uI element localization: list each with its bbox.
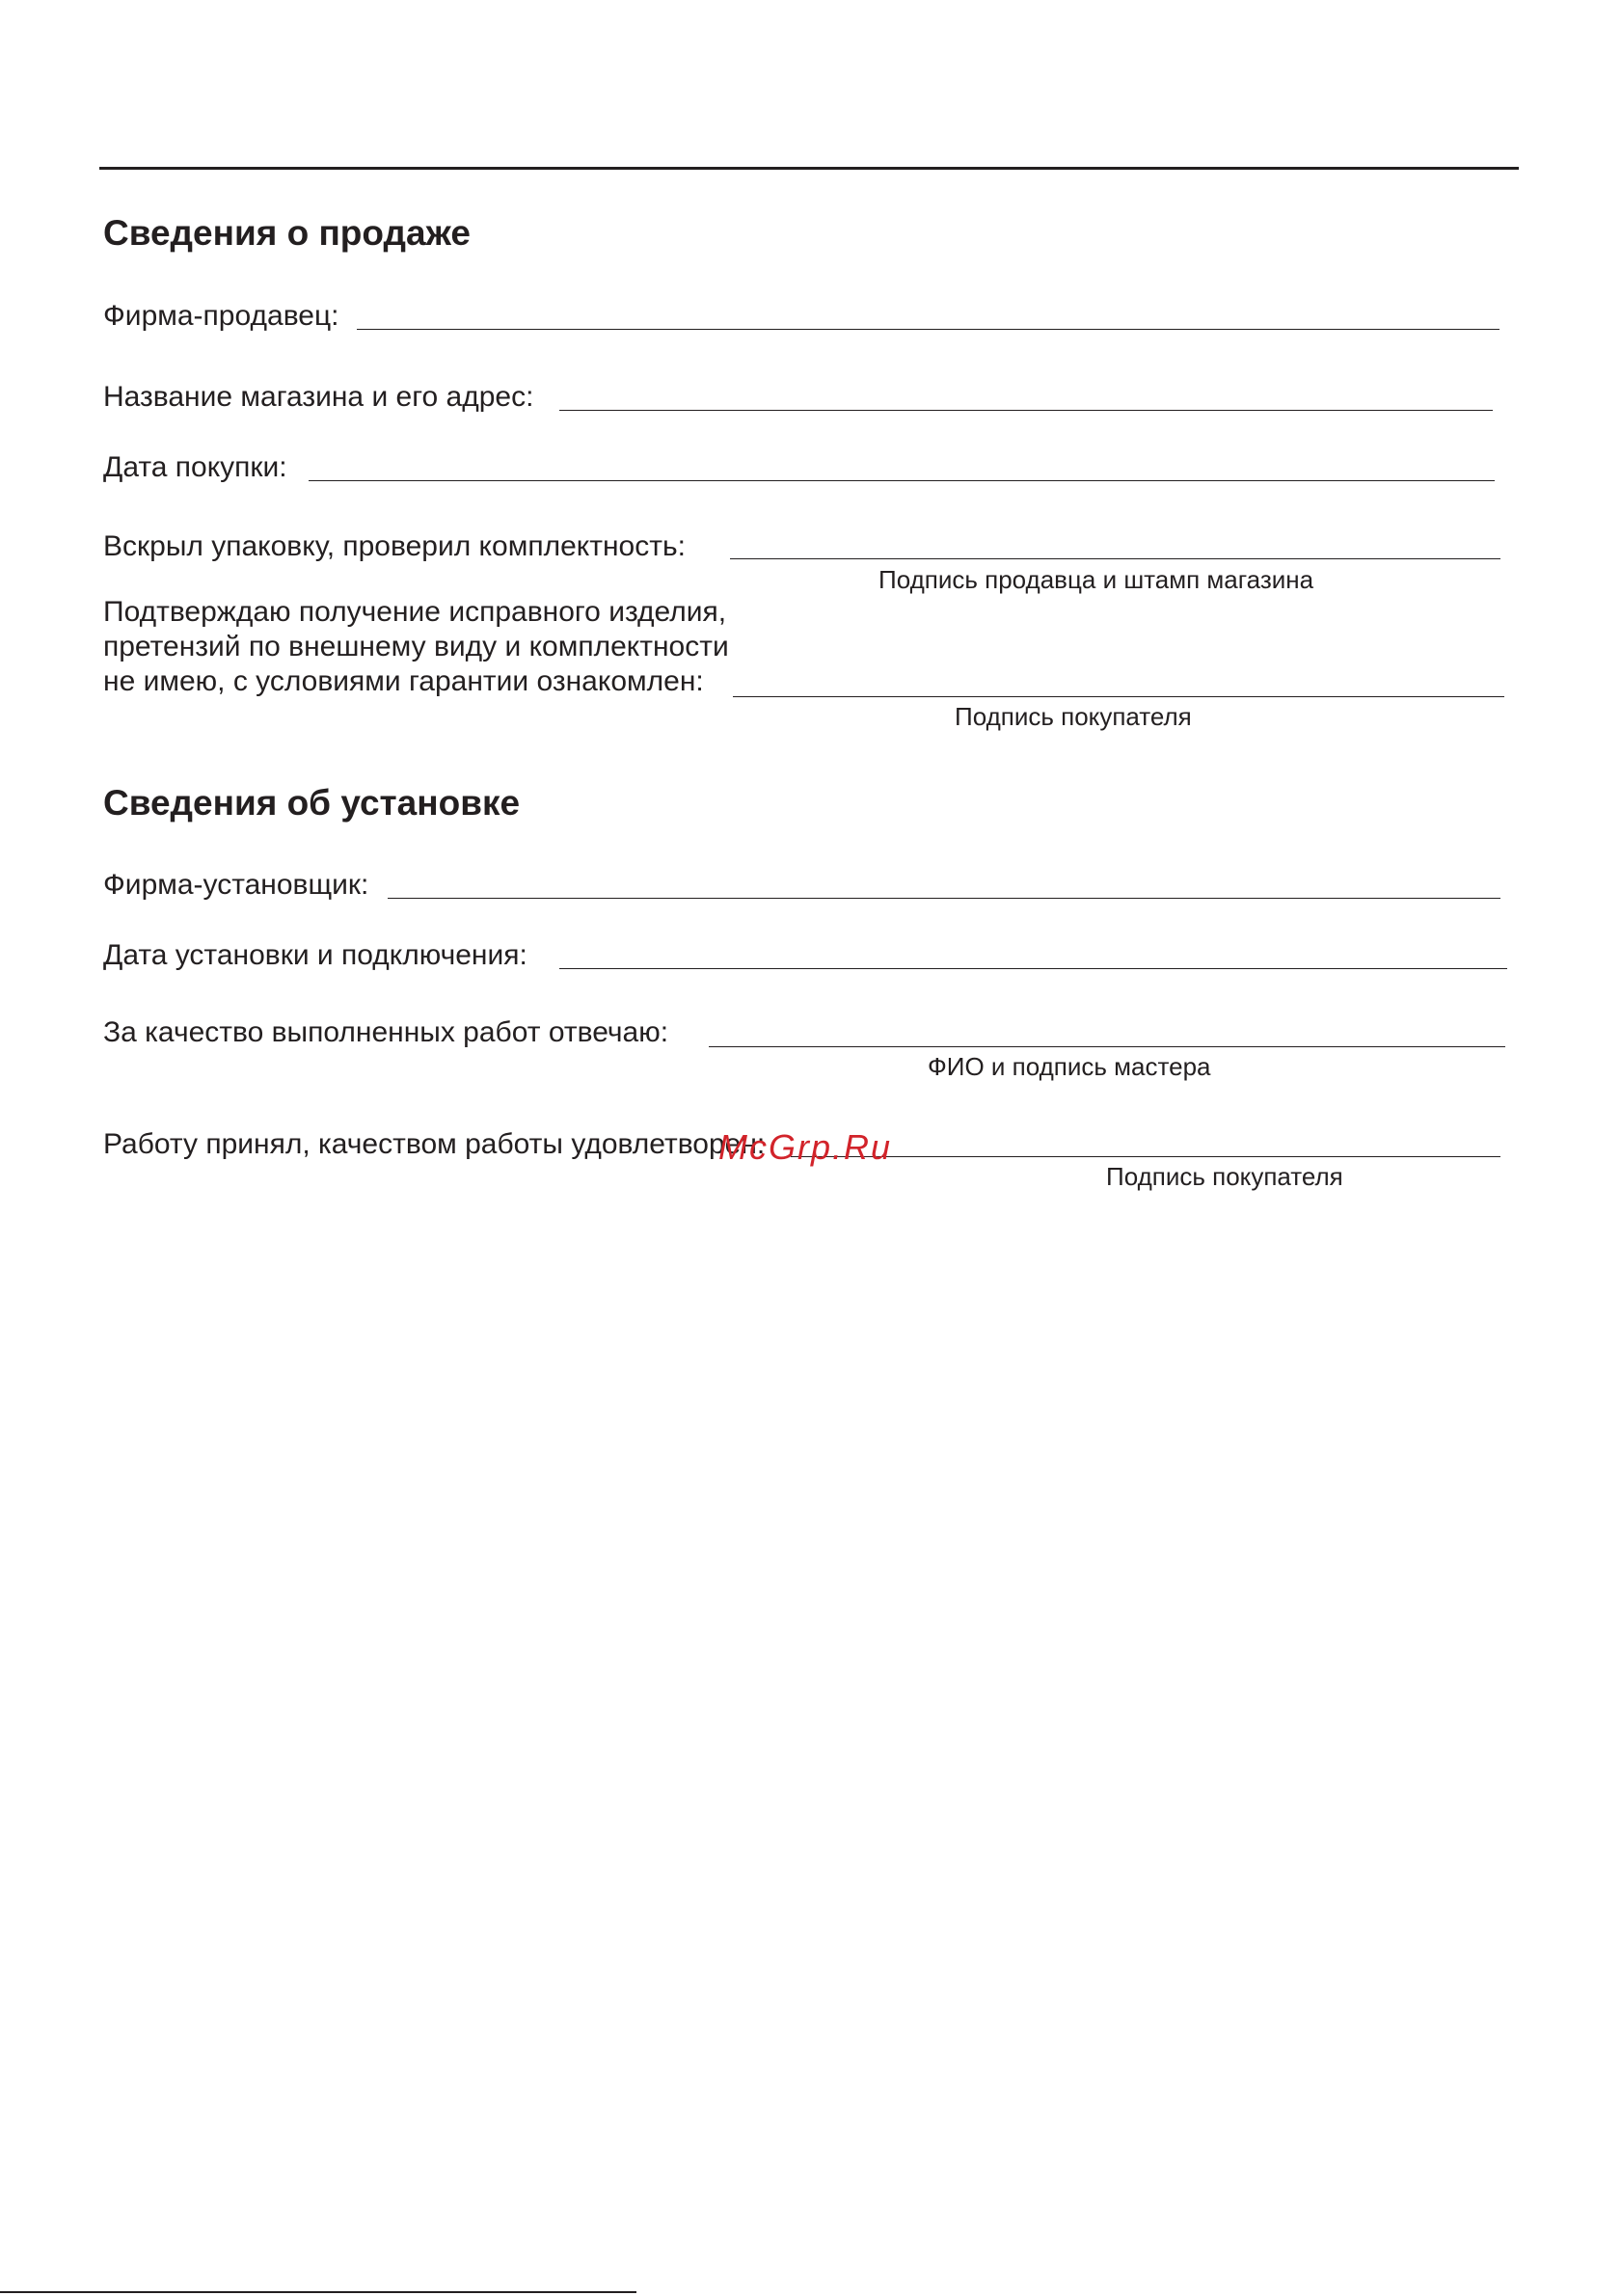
top-rule: [99, 167, 1519, 170]
confirm-line-1: Подтверждаю получение исправного изделия,: [103, 596, 727, 628]
installer-label: Фирма-установщик:: [103, 869, 369, 901]
accepted-buyer-caption: Подпись покупателя: [1106, 1162, 1343, 1191]
installation-section-title: Сведения об установке: [103, 783, 521, 823]
store-field-line[interactable]: [559, 410, 1493, 411]
install-date-label: Дата установки и подключения:: [103, 939, 527, 971]
seller-field-line[interactable]: [357, 329, 1499, 330]
purchase-date-field-line[interactable]: [309, 480, 1495, 481]
sale-section-title: Сведения о продаже: [103, 213, 471, 253]
accepted-label: Работу принял, качеством работы удовлетворен:: [103, 1128, 766, 1160]
buyer-signature-line[interactable]: [733, 696, 1504, 697]
buyer-signature-caption: Подпись покупателя: [955, 702, 1192, 731]
opened-label: Вскрыл упаковку, проверил комплектность:: [103, 530, 686, 562]
watermark-logo: McGrp.Ru: [718, 1127, 893, 1167]
install-date-field-line[interactable]: [559, 968, 1507, 969]
confirm-line-2: претензий по внешнему виду и комплектности: [103, 631, 729, 662]
bottom-rule: [0, 2291, 636, 2293]
opened-signature-line[interactable]: [730, 558, 1500, 559]
accepted-signature-line[interactable]: [791, 1156, 1500, 1157]
quality-label: За качество выполненных работ отвечаю:: [103, 1016, 669, 1048]
purchase-date-label: Дата покупки:: [103, 451, 287, 483]
installer-field-line[interactable]: [388, 898, 1500, 899]
seller-signature-caption: Подпись продавца и штамп магазина: [878, 565, 1314, 594]
confirm-paragraph: [103, 595, 729, 699]
confirm-line-3: не имею, с условиями гарантии ознакомлен:: [103, 665, 704, 697]
seller-label: Фирма-продавец:: [103, 300, 339, 332]
master-caption: ФИО и подпись мастера: [928, 1052, 1211, 1081]
master-signature-line[interactable]: [709, 1046, 1505, 1047]
store-label: Название магазина и его адрес:: [103, 381, 534, 413]
